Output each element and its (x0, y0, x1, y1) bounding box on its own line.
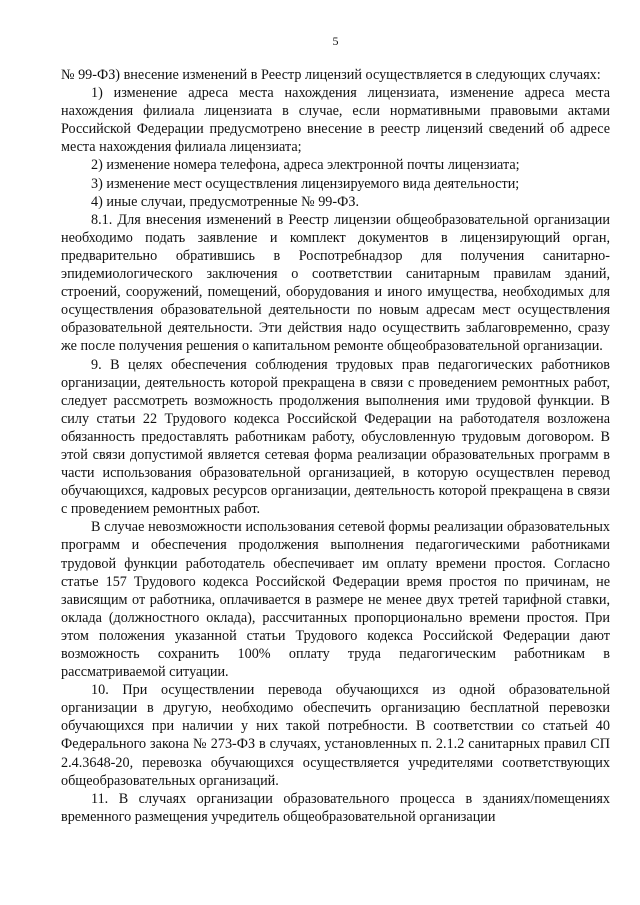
list-item-2-phone-email-change: 2) изменение номера телефона, адреса электронной почты лицензиата; (91, 157, 520, 174)
paragraph-99fz-changes-intro: № 99-ФЗ) внесение изменений в Реестр лицензий осуществляется в следующих случаях: (61, 67, 601, 83)
paragraph-11: 11. В случаях организации образовательного процесса в зданиях/помещениях временного размещения учредитель общеобразовательной организации (61, 790, 610, 825)
list-item-1-address-change: 1) изменение адреса места нахождения лицензиата, изменение адреса места нахождения филиала лицензиата в случае, если нормативными правовыми актами Российской Федерации предусмотрено внесение в реестр лицензий сведений об адресе места нахождения филиала лицензиата; (61, 85, 610, 156)
document-body (61, 66, 610, 826)
paragraph-10: 10. При осуществлении перевода обучающихся из одной образовательной организации в другую, необходимо обеспечить организацию бесплатной перевозки обучающихся при наличии у них такой потребности. В соответствии со статьей 40 Федерального закона № 273-ФЗ в случаях, установленных п. 2.1.2 санитарных правил СП 2.4.3648-20, перевозка обучающихся осуществляется учредителями соответствующих общеобразовательных организаций. (61, 682, 610, 789)
list-item-4-other-cases: 4) иные случаи, предусмотренные № 99-ФЗ. (91, 193, 359, 210)
paragraph-downtime-payment: В случае невозможности использования сетевой формы реализации образовательных программ и обеспечения продолжения выполнения педагогическими работниками трудовой функции работодатель обеспечивает им оплату времени простоя. Согласно статье 157 Трудового кодекса Российской Федерации время простоя по причинам, не зависящим от работника, оплачивается в размере не менее двух третей тарифной ставки, оклада (должностного оклада), рассчитанных пропорционально времени простоя. При этом положения указанной статьи Трудового кодекса Российской Федерации дают возможность сохранить 100% оплату труда педагогическим работникам в рассматриваемой ситуации. (61, 519, 610, 681)
list-item-3-activity-places-change: 3) изменение мест осуществления лицензируемого вида деятельности; (91, 175, 520, 192)
paragraph-9: 9. В целях обеспечения соблюдения трудовых прав педагогических работников организации, деятельность которой прекращена в связи с проведением ремонтных работ, следует рассмотреть возможность продолжения выполнения ими трудовой функции. В силу статьи 22 Трудового кодекса Российской Федерации на работодателя возложена обязанность предоставлять работникам работу, обусловленную трудовым договором. В этой связи допустимой является сетевая форма реализации образовательных программ в части использования образовательной организацией, в которую осуществлен перевод обучающихся, кадровых ресурсов организации, деятельность которой прекращена в связи с проведением ремонтных работ. (61, 356, 610, 518)
paragraph-8-1: 8.1. Для внесения изменений в Реестр лицензии общеобразовательной организации необходимо подать заявление и комплект документов в лицензирующий орган, предварительно обратившись в Роспотребнадзор для получения санитарно-эпидемиологического заключения о соответствии санитарным правилам зданий, строений, сооружений, помещений, оборудования и иного имущества, необходимых для осуществления образовательной деятельности по новым адресам мест осуществления образовательной деятельности. Эти действия надо осуществить заблаговременно, сразу же после получения решения о капитальном ремонте общеобразовательной организации. (61, 211, 610, 355)
page-number: 5 (332, 34, 339, 48)
